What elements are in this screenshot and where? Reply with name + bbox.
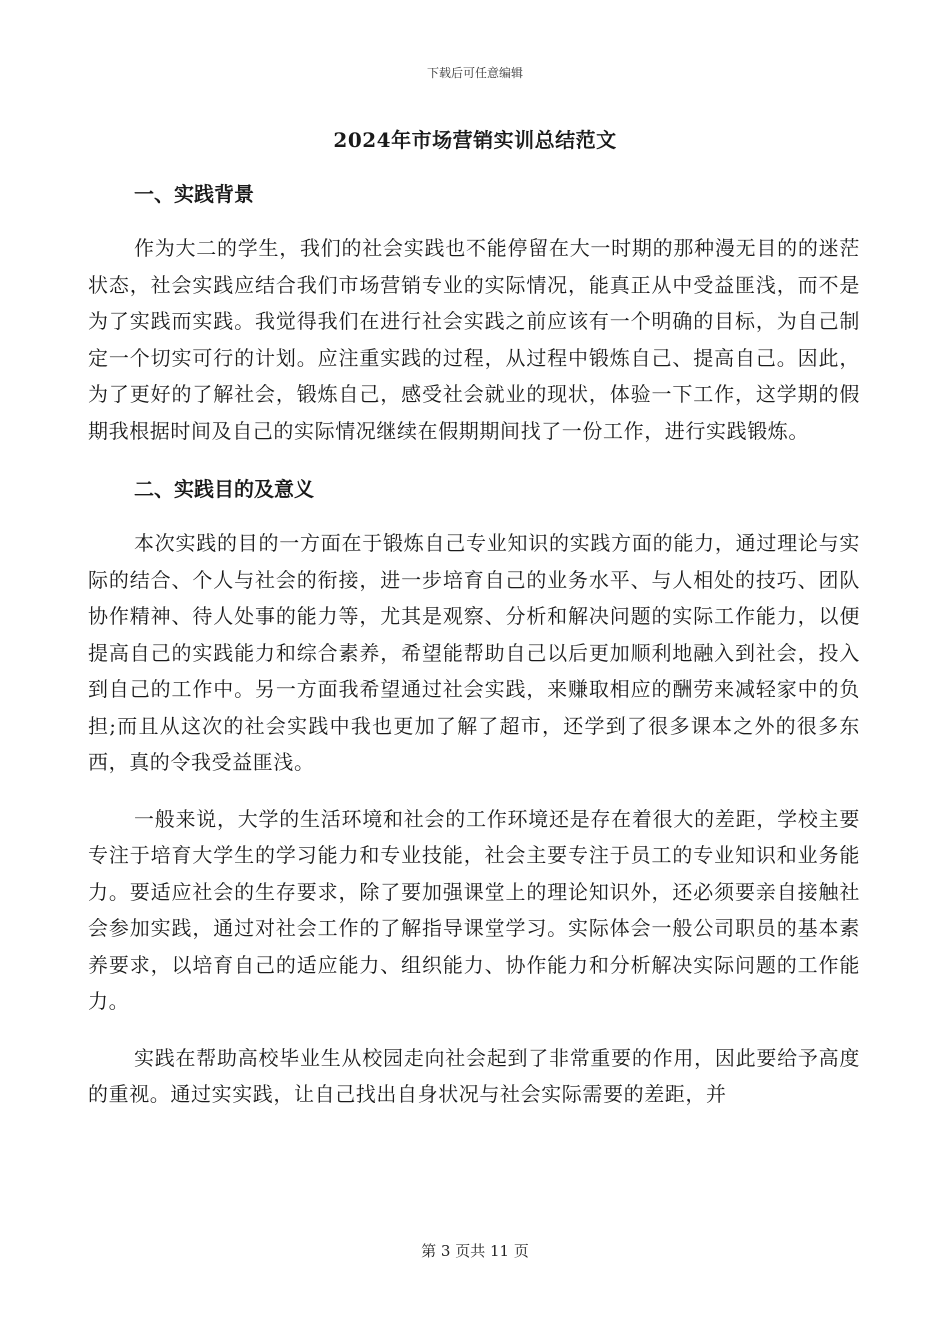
section-heading: 一、实践背景 (134, 182, 254, 206)
section-heading: 二、实践目的及意义 (134, 477, 314, 501)
document-body (88, 176, 860, 1133)
section-background (88, 176, 860, 449)
section-purpose (88, 471, 860, 1113)
paragraph: 本次实践的目的一方面在于锻炼自己专业知识的实践方面的能力，通过理论与实际的结合、个人与社会的衔接，进一步培育自己的业务水平、与人相处的技巧、团队协作精神、待人处事的能力等，尤其是观察、分析和解决问题的实际工作能力，以便提高自己的实践能力和综合素养，希望能帮助自己以后更加顺利地融入到社会，投入到自己的工作中。另一方面我希望通过社会实践，来赚取相应的酬劳来减轻家中的负担;而且从这次的社会实践中我也更加了解了超市，还学到了很多课本之外的很多东西，真的令我受益匪浅。 (88, 531, 860, 774)
document-title: 2024年市场营销实训总结范文 (333, 128, 617, 152)
paragraph: 实践在帮助高校毕业生从校园走向社会起到了非常重要的作用，因此要给予高度的重视。通过实实践，让自己找出自身状况与社会实际需要的差距，并 (88, 1045, 860, 1106)
paragraph: 一般来说，大学的生活环境和社会的工作环境还是存在着很大的差距，学校主要专注于培育大学生的学习能力和专业技能，社会主要专注于员工的专业知识和业务能力。要适应社会的生存要求，除了要加强课堂上的理论知识外，还必须要亲自接触社会参加实践，通过对社会工作的了解指导课堂学习。实际体会一般公司职员的基本素养要求，以培育自己的适应能力、组织能力、协作能力和分析解决实际问题的工作能力。 (88, 806, 860, 1013)
paragraph: 作为大二的学生，我们的社会实践也不能停留在大一时期的那种漫无目的的迷茫状态，社会实践应结合我们市场营销专业的实际情况，能真正从中受益匪浅，而不是为了实践而实践。我觉得我们在进行社会实践之前应该有一个明确的目标，为自己制定一个切实可行的计划。应注重实践的过程，从过程中锻炼自己、提高自己。因此，为了更好的了解社会，锻炼自己，感受社会就业的现状，体验一下工作，这学期的假期我根据时间及自己的实际情况继续在假期期间找了一份工作，进行实践锻炼。 (88, 236, 860, 443)
page-number: 第 3 页共 11 页 (421, 1242, 529, 1260)
header-note: 下载后可任意编辑 (426, 66, 523, 80)
